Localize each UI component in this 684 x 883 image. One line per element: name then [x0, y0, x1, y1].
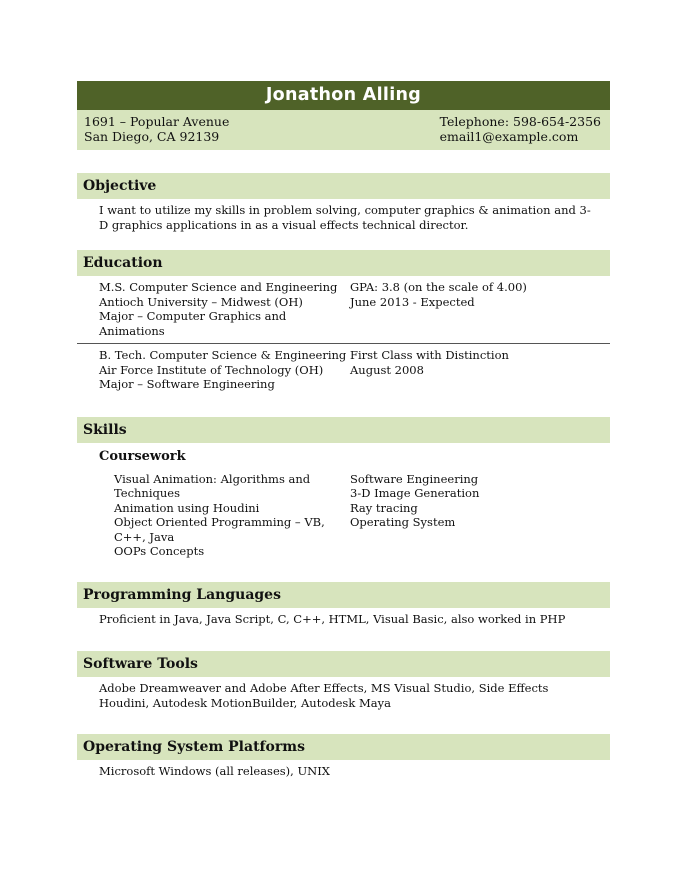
- education-entry: [77, 348, 610, 392]
- resume-page: [77, 81, 610, 779]
- course-item: 3-D Image Generation: [350, 486, 480, 500]
- divider: [77, 343, 610, 344]
- course-item: Software Engineering: [350, 471, 479, 486]
- telephone: Telephone: 598-654-2356: [439, 114, 601, 129]
- institution: Antioch University – Midwest (OH): [99, 294, 303, 309]
- address-block: [84, 114, 229, 150]
- tools-section: [77, 651, 610, 710]
- programming-text: Proficient in Java, Java Script, C, C++, HTML, Visual Basic, also worked in PHP: [99, 611, 566, 626]
- programming-section: [77, 582, 610, 627]
- course-item: Animation using Houdini: [114, 500, 260, 515]
- gpa: GPA: 3.8 (on the scale of 4.00): [350, 280, 527, 294]
- degree: M.S. Computer Science and Engineering: [99, 280, 338, 294]
- course-item: Visual Animation: Algorithms and Techniques: [114, 471, 311, 500]
- address-line-1: 1691 – Popular Avenue: [84, 114, 230, 129]
- tools-text: Adobe Dreamweaver and Adobe After Effects, MS Visual Studio, Side Effects Houdini, Autodesk MotionBuilder, Autodesk Maya: [99, 681, 549, 710]
- section-heading: Software Tools: [77, 651, 610, 677]
- objective-text: I want to utilize my skills in problem solving, computer graphics & animation and 3-D graphics applications in as a visual effects technical director.: [99, 203, 591, 232]
- section-heading: Objective: [77, 173, 610, 199]
- section-heading: Education: [77, 250, 610, 276]
- degree: B. Tech. Computer Science & Engineering: [99, 348, 347, 362]
- section-heading: Operating System Platforms: [77, 734, 610, 760]
- education-section: [77, 250, 610, 392]
- coursework-heading: Coursework: [99, 448, 186, 464]
- course-item: Object Oriented Programming – VB, C++, Java: [114, 515, 325, 544]
- course-item: Ray tracing: [350, 500, 418, 515]
- os-section: [77, 734, 610, 779]
- coursework-grid: [77, 472, 610, 559]
- objective-section: [77, 173, 610, 232]
- os-text: Microsoft Windows (all releases), UNIX: [99, 764, 330, 778]
- course-item: Operating System: [350, 515, 456, 529]
- course-item: OOPs Concepts: [114, 544, 205, 558]
- contact-block: [77, 110, 610, 150]
- major: Major – Software Engineering: [99, 377, 275, 391]
- address-line-2: San Diego, CA 92139: [84, 129, 220, 144]
- skills-section: [77, 417, 610, 559]
- date: June 2013 - Expected: [350, 294, 475, 309]
- contact-info: [440, 114, 601, 150]
- distinction: First Class with Distinction: [350, 348, 509, 362]
- section-heading: Programming Languages: [77, 582, 610, 608]
- education-entry: [77, 280, 610, 338]
- section-heading: Skills: [77, 417, 610, 443]
- date: August 2008: [350, 362, 424, 377]
- email-link[interactable]: email1@example.com: [439, 129, 579, 144]
- resume-name: Jonathon Alling: [77, 81, 610, 110]
- major: Major – Computer Graphics and Animations: [99, 309, 287, 338]
- institution: Air Force Institute of Technology (OH): [99, 362, 324, 377]
